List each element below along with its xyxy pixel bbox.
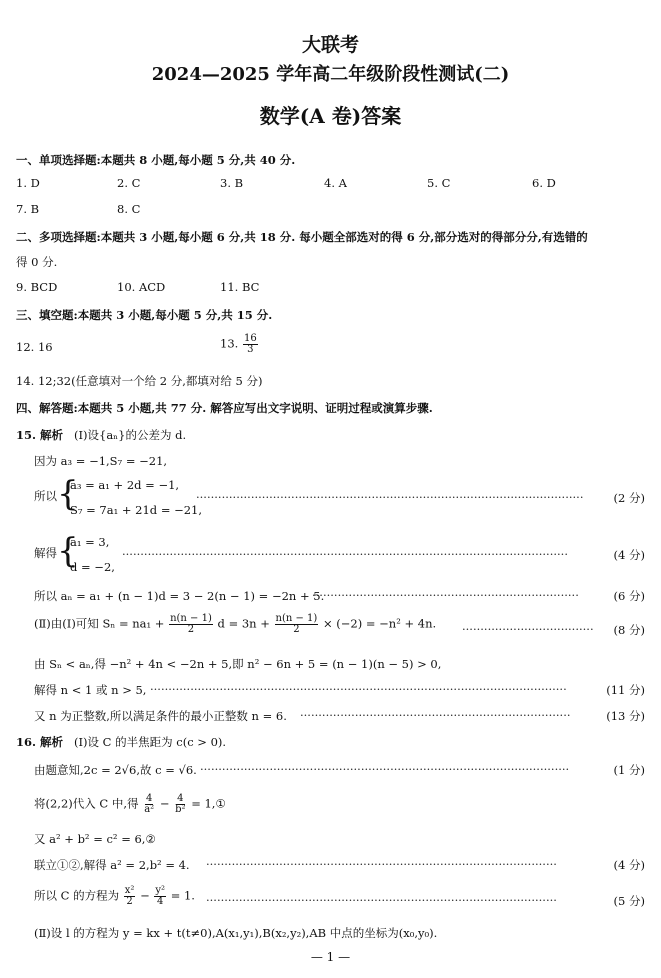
- q15-system-1-label: 所以: [34, 489, 57, 503]
- q15-line-6: (Ⅱ)由(Ⅰ)可知 Sₙ = na₁ + $\frac{n(n - 1)}{2}$ d = 3n + $\frac{n(n - 1)}{2}$ × (−2) = −n² + 4n.: [34, 613, 437, 635]
- q15-score-4: (4 分): [613, 548, 645, 562]
- q16-line-6: 所以 C 的方程为 $\frac{\text{x²}}{2}$ − $\frac{\text{y²}}{4}$ = 1.: [34, 885, 195, 907]
- q15-line-5: 所以 aₙ = a₁ + (n − 1)d = 3 − 2(n − 1) = −2n + 5.: [34, 589, 325, 603]
- dot-leader: ··········································································································: [196, 490, 584, 504]
- q16-score-5: (5 分): [613, 894, 645, 908]
- q15-score-6: (6 分): [613, 589, 645, 603]
- answer-4: 4. A: [324, 176, 347, 190]
- answer-13: [220, 334, 259, 355]
- dot-leader: ··········································································: [300, 708, 571, 722]
- q15-fraction-2: $\frac{n(n - 1)}{2}$: [275, 613, 318, 635]
- page-number: — 1 —: [310, 950, 351, 964]
- answer-10: 10. ACD: [117, 280, 166, 294]
- answer-3: 3. B: [220, 176, 244, 190]
- q16-line-2: 由题意知,2c = 2√6,故 c = √6.: [34, 763, 197, 777]
- answer-12: 12. 16: [16, 340, 53, 354]
- dot-leader: ·········································································: [312, 588, 579, 602]
- q15-score-13: (13 分): [606, 709, 645, 723]
- q15-system-2-eq-a: a₁ = 3,: [70, 535, 110, 549]
- answer-11: 11. BC: [220, 280, 260, 294]
- section-1-title: 一、单项选择题:本题共 8 小题,每小题 5 分,共 40 分.: [16, 153, 296, 167]
- q16-line-3: 将(2,2)代入 C 中,得 $\frac{4}{\text{a²}}$ − $\frac{4}{\text{b²}}$ = 1,①: [34, 793, 226, 815]
- exam-title: 2024—2025 学年高二年级阶段性测试(二): [151, 64, 510, 85]
- q15-system-2-eq-b: d = −2,: [70, 560, 115, 574]
- q15-line-9: 又 n 为正整数,所以满足条件的最小正整数 n = 6.: [34, 709, 287, 723]
- dot-leader: ································································································: [206, 893, 557, 907]
- q15-line-1: 15. 解析 (Ⅰ)设{aₙ}的公差为 d.: [16, 428, 187, 442]
- q15-score-2: (2 分): [613, 491, 645, 505]
- section-2-title: 二、多项选择题:本题共 3 小题,每小题 6 分,共 18 分. 每小题全部选对的得 6 分,部分选对的得部分分,有选错的: [16, 230, 588, 244]
- answer-13-fraction: $\frac{16}{3}$: [243, 333, 257, 355]
- q15-score-11: (11 分): [606, 683, 645, 697]
- section-3-title: 三、填空题:本题共 3 小题,每小题 5 分,共 15 分.: [16, 308, 273, 322]
- q16-heading: 16. 解析: [16, 735, 64, 749]
- answer-9: 9. BCD: [16, 280, 58, 294]
- dot-leader: ································································································: [206, 857, 557, 871]
- q16-fraction-2: $\frac{4}{\text{b²}}$: [175, 793, 186, 815]
- q16-line-7: (Ⅱ)设 l 的方程为 y = kx + t(t≠0),A(x₁,y₁),B(x₂,y₂),AB 中点的坐标为(x₀,y₀).: [34, 926, 438, 940]
- answer-7: 7. B: [16, 202, 40, 216]
- answer-1: 1. D: [16, 176, 40, 190]
- q16-line-1: 16. 解析 (Ⅰ)设 C 的半焦距为 c(c > 0).: [16, 735, 227, 749]
- dot-leader: ··················································································································: [150, 682, 567, 696]
- q15-score-8: (8 分): [613, 623, 645, 637]
- q15-heading: 15. 解析: [16, 428, 64, 442]
- q16-fraction-4: $\frac{\text{y²}}{4}$: [155, 885, 166, 907]
- q16-score-1: (1 分): [613, 763, 645, 777]
- answer-13-label: 13.: [220, 336, 239, 351]
- dot-leader: ··························································································································: [122, 547, 568, 561]
- q15-line-7: 由 Sₙ < aₙ,得 −n² + 4n < −2n + 5,即 n² − 6n + 5 = (n − 1)(n − 5) > 0,: [34, 657, 442, 671]
- section-2-title-cont: 得 0 分.: [16, 255, 58, 269]
- answer-2: 2. C: [117, 176, 141, 190]
- section-4-title: 四、解答题:本题共 5 小题,共 77 分. 解答应写出文字说明、证明过程或演算步骤.: [16, 401, 433, 415]
- dot-leader: ····································: [462, 622, 594, 636]
- q15-system-1-eq-b: S₇ = 7a₁ + 21d = −21,: [70, 503, 203, 517]
- q16-line-5: 联立①②,解得 a² = 2,b² = 4.: [34, 858, 190, 872]
- q15-system-1-eq-a: a₃ = a₁ + 2d = −1,: [70, 478, 180, 492]
- exam-org: 大联考: [301, 34, 359, 56]
- q15-system-2-label: 解得: [34, 546, 57, 560]
- dot-leader: ·····································································································: [200, 762, 570, 776]
- q16-fraction-1: $\frac{4}{\text{a²}}$: [144, 793, 155, 815]
- q16-fraction-3: $\frac{\text{x²}}{2}$: [124, 885, 135, 907]
- q15-system-2-brace: {: [57, 531, 79, 571]
- answer-key-title: 数学(A 卷)答案: [259, 104, 402, 128]
- q15-system-1-brace: {: [57, 474, 79, 514]
- q15-line-2: 因为 a₃ = −1,S₇ = −21,: [34, 454, 168, 468]
- answer-8: 8. C: [117, 202, 141, 216]
- answer-6: 6. D: [532, 176, 556, 190]
- q16-score-4: (4 分): [613, 858, 645, 872]
- q16-line-4: 又 a² + b² = c² = 6,②: [34, 832, 156, 846]
- q15-fraction-1: $\frac{n(n - 1)}{2}$: [170, 613, 212, 635]
- answer-14: 14. 12;32(任意填对一个给 2 分,都填对给 5 分): [16, 374, 263, 388]
- q15-line-8: 解得 n < 1 或 n > 5,: [34, 683, 147, 697]
- answer-5: 5. C: [427, 176, 451, 190]
